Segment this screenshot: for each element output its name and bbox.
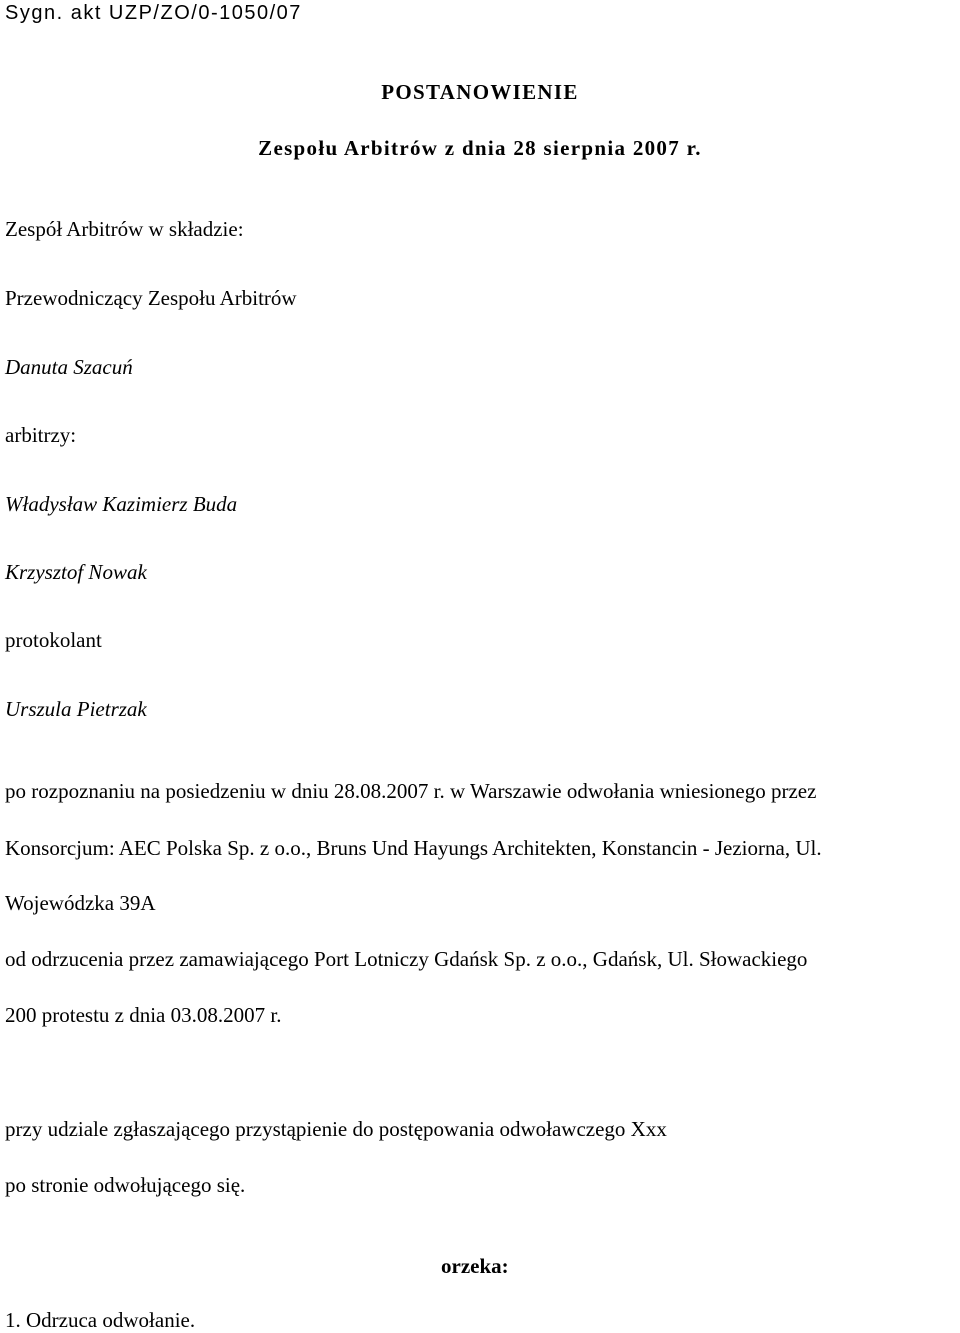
body-line: po rozpoznaniu na posiedzeniu w dniu 28.08.2007 r. w Warszawie odwołania wniesionego przez	[5, 779, 817, 803]
clerk-label: protokolant	[5, 628, 102, 652]
clerk-name: Urszula Pietrzak	[5, 697, 147, 721]
arbiters-label: arbitrzy:	[5, 423, 77, 447]
ruling-heading: orzeka:	[441, 1254, 509, 1278]
ruling-point: 1. Odrzuca odwołanie.	[5, 1308, 196, 1332]
document-title: POSTANOWIENIE	[381, 80, 579, 104]
body-line: Konsorcjum: AEC Polska Sp. z o.o., Bruns Und Hayungs Architekten, Konstancin - Jeziorna, Ul.	[5, 836, 822, 860]
case-reference: Sygn. akt UZP/ZO/0-1050/07	[5, 2, 302, 24]
body-line: od odrzucenia przez zamawiającego Port Lotniczy Gdańsk Sp. z o.o., Gdańsk, Ul. Słowackiego	[5, 947, 808, 971]
body-line: 200 protestu z dnia 03.08.2007 r.	[5, 1003, 282, 1027]
body-line: Wojewódzka 39A	[5, 891, 156, 915]
arbiter-name: Władysław Kazimierz Buda	[5, 492, 238, 516]
chair-label: Przewodniczący Zespołu Arbitrów	[5, 286, 297, 310]
panel-intro: Zespół Arbitrów w składzie:	[5, 217, 244, 241]
body-line: po stronie odwołującego się.	[5, 1173, 246, 1197]
document-subtitle: Zespołu Arbitrów z dnia 28 sierpnia 2007 r.	[258, 136, 702, 160]
body-line: przy udziale zgłaszającego przystąpienie do postępowania odwoławczego Xxx	[5, 1117, 667, 1141]
arbiter-name: Krzysztof Nowak	[5, 560, 147, 584]
chair-name: Danuta Szacuń	[5, 355, 133, 379]
